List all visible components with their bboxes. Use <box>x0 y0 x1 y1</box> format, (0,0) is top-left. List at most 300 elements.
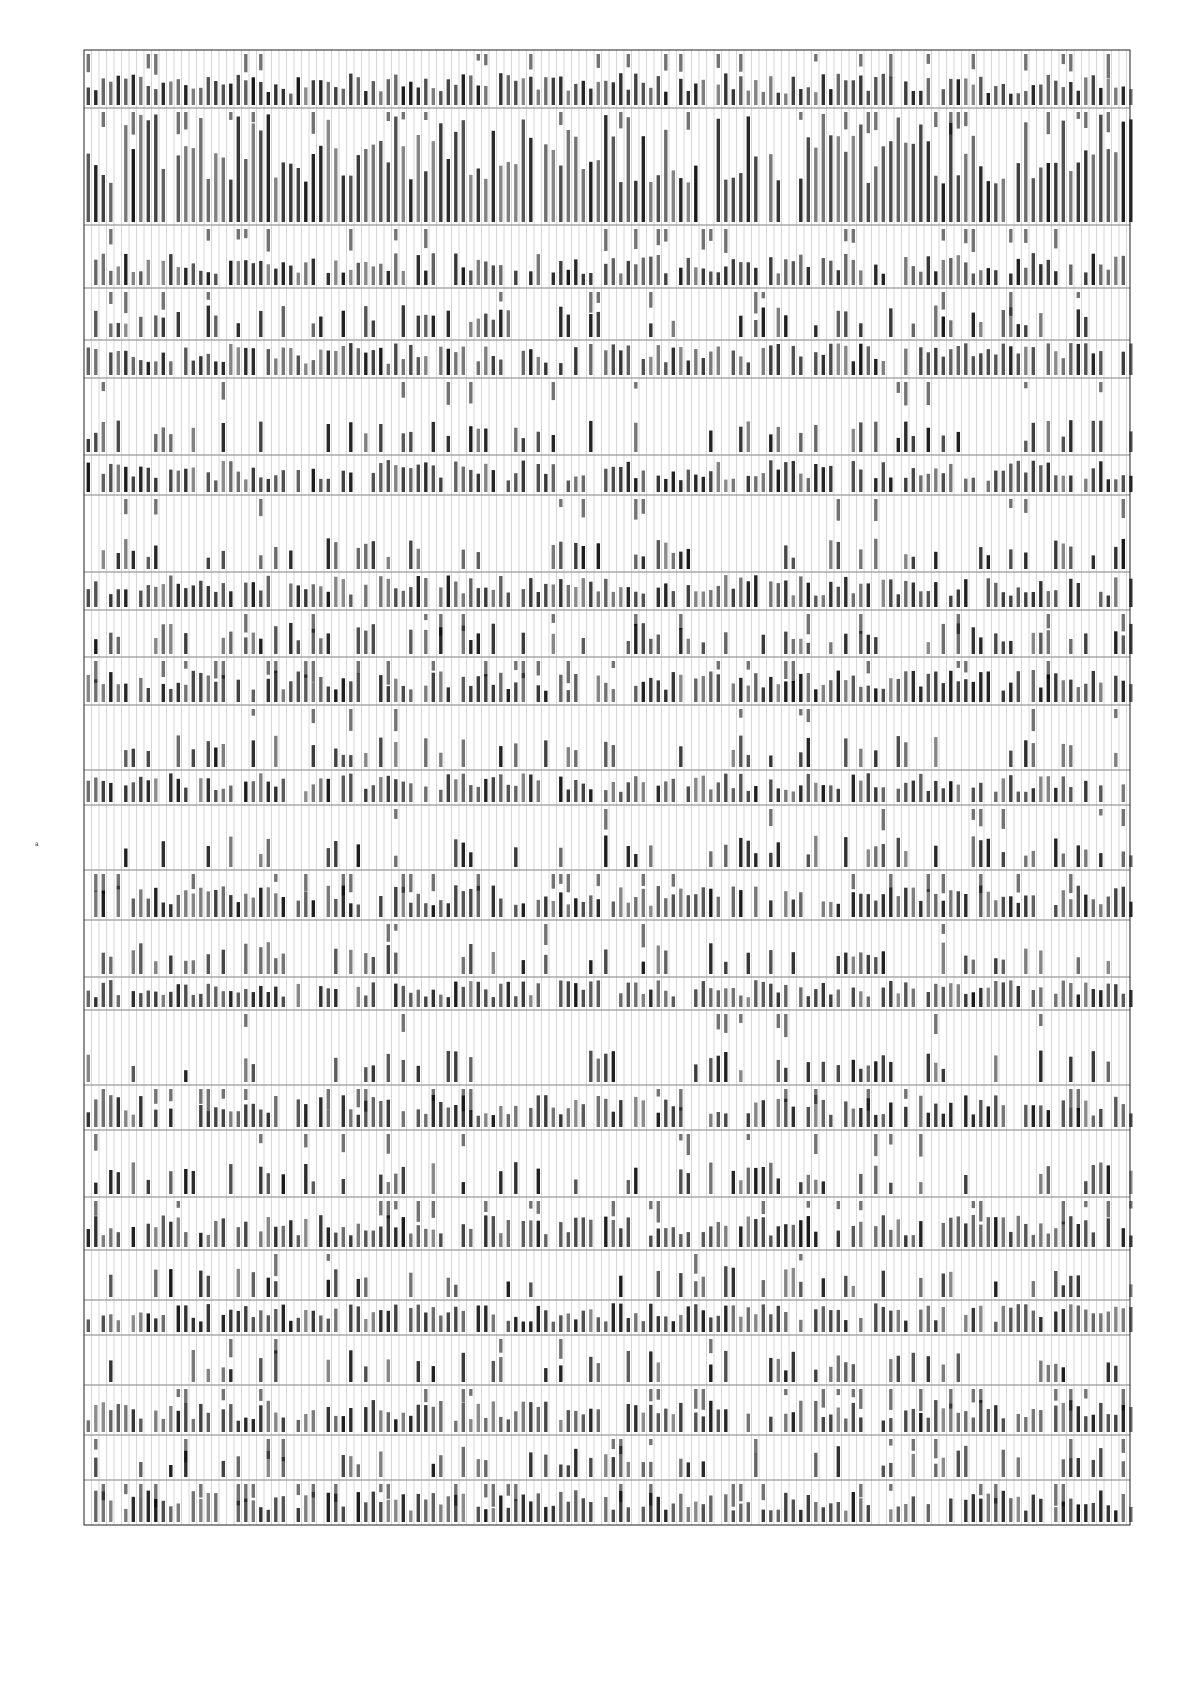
cell-text-mark <box>132 1162 135 1194</box>
cell-text-mark <box>807 1216 810 1247</box>
cell-text-mark <box>184 85 187 105</box>
cell-text-mark <box>672 1504 675 1523</box>
cell-text-mark <box>567 315 570 337</box>
cell-text-mark <box>1002 310 1005 337</box>
cell-text-mark <box>424 1405 427 1432</box>
cell-text-mark <box>664 362 667 375</box>
cell-text-mark <box>882 361 885 375</box>
cell-text-mark <box>477 54 480 61</box>
cell-text-mark <box>402 1060 405 1082</box>
cell-text-mark <box>1114 631 1117 654</box>
cell-text-mark <box>237 1456 240 1477</box>
cell-text-mark <box>402 591 405 607</box>
cell-text-mark <box>687 585 690 607</box>
cell-text-mark <box>1114 1307 1117 1332</box>
cell-text-mark <box>207 558 210 569</box>
cell-text-mark <box>372 1065 375 1082</box>
cell-text-mark <box>169 689 172 702</box>
cell-text-mark <box>177 984 180 1007</box>
cell-text-mark <box>147 688 150 702</box>
cell-text-mark <box>882 1215 885 1247</box>
cell-text-mark <box>469 1389 472 1396</box>
cell-text-mark <box>1017 259 1020 285</box>
cell-text-mark <box>102 953 105 974</box>
cell-text-mark <box>379 675 382 702</box>
cell-text-mark <box>327 988 330 1007</box>
cell-text-mark <box>372 1492 375 1522</box>
cell-text-mark <box>747 1414 750 1432</box>
cell-text-mark <box>379 91 382 105</box>
cell-text-mark <box>304 791 307 802</box>
cell-text-mark <box>957 1451 960 1477</box>
cell-text-mark <box>822 114 825 222</box>
cell-text-mark <box>499 1417 502 1432</box>
cell-text-mark <box>402 874 405 893</box>
cell-text-mark <box>1077 1406 1080 1432</box>
cell-text-mark <box>1009 751 1012 767</box>
cell-text-mark <box>334 989 337 1007</box>
cell-text-mark <box>897 789 900 802</box>
cell-text-mark <box>859 323 862 337</box>
cell-text-mark <box>807 996 810 1007</box>
cell-text-mark <box>1009 683 1012 702</box>
cell-text-mark <box>979 1400 982 1432</box>
cell-text-mark <box>469 944 472 974</box>
cell-text-mark <box>207 676 210 703</box>
cell-text-mark <box>739 262 742 285</box>
cell-text-mark <box>409 541 412 569</box>
cell-text-mark <box>1099 592 1102 607</box>
cell-text-mark <box>1032 633 1035 654</box>
cell-text-mark <box>477 86 480 106</box>
cell-text-mark <box>882 1271 885 1297</box>
cell-text-mark <box>694 1254 697 1274</box>
cell-text-mark <box>792 77 795 105</box>
cell-text-mark <box>649 678 652 702</box>
cell-text-mark <box>552 874 555 889</box>
cell-text-mark <box>664 583 667 607</box>
cell-text-mark <box>169 434 172 452</box>
cell-text-mark <box>1099 351 1102 375</box>
cell-text-mark <box>432 465 435 492</box>
cell-text-mark <box>987 481 990 492</box>
cell-text-mark <box>964 1500 967 1522</box>
cell-text-mark <box>559 307 562 337</box>
cell-text-mark <box>1054 351 1057 375</box>
cell-text-mark <box>837 1065 840 1082</box>
cell-text-mark <box>732 589 735 607</box>
cell-text-mark <box>522 903 525 917</box>
cell-text-mark <box>492 320 495 337</box>
cell-text-mark <box>799 357 802 376</box>
cell-text-mark <box>889 1062 892 1082</box>
cell-text-mark <box>1054 1484 1057 1506</box>
cell-text-mark <box>649 1462 652 1477</box>
cell-text-mark <box>814 596 817 607</box>
cell-text-mark <box>499 673 502 702</box>
cell-text-mark <box>417 576 420 607</box>
cell-text-mark <box>402 112 405 119</box>
cell-text-mark <box>942 1307 945 1332</box>
cell-text-mark <box>1009 896 1012 917</box>
cell-text-mark <box>229 786 232 803</box>
cell-text-mark <box>109 1275 112 1297</box>
cell-text-mark <box>694 84 697 106</box>
cell-text-mark <box>432 1201 435 1218</box>
cell-text-mark <box>192 148 195 222</box>
cell-text-mark <box>1069 1216 1072 1247</box>
cell-text-mark <box>334 1233 337 1247</box>
cell-text-mark <box>139 1313 142 1333</box>
cell-text-mark <box>754 476 757 492</box>
cell-text-mark <box>282 1418 285 1433</box>
cell-text-mark <box>627 346 630 376</box>
cell-text-mark <box>987 988 990 1007</box>
cell-text-mark <box>1039 465 1042 492</box>
cell-text-mark <box>904 888 907 917</box>
cell-text-mark <box>1077 292 1080 298</box>
cell-text-mark <box>267 264 270 285</box>
cell-text-mark <box>1032 895 1035 917</box>
cell-text-mark <box>334 899 337 917</box>
cell-text-mark <box>357 1279 360 1297</box>
cell-text-mark <box>619 887 622 917</box>
cell-text-mark <box>1077 886 1080 917</box>
cell-text-mark <box>477 552 480 569</box>
cell-text-mark <box>1039 1014 1042 1026</box>
cell-text-mark <box>469 981 472 1007</box>
cell-text-mark <box>514 271 517 285</box>
cell-text-mark <box>349 755 352 767</box>
cell-text-mark <box>177 471 180 492</box>
cell-text-mark <box>244 894 247 917</box>
cell-text-mark <box>409 1234 412 1248</box>
cell-text-mark <box>679 628 682 654</box>
cell-text-mark <box>649 1439 652 1445</box>
cell-text-mark <box>694 591 697 607</box>
cell-text-mark <box>844 254 847 285</box>
cell-text-mark <box>979 783 982 802</box>
cell-text-mark <box>124 1484 127 1494</box>
cell-text-mark <box>94 1491 97 1522</box>
cell-text-mark <box>942 292 945 310</box>
cell-text-mark <box>859 76 862 106</box>
cell-text-mark <box>267 679 270 702</box>
cell-text-mark <box>1084 895 1087 917</box>
cell-text-mark <box>687 182 690 222</box>
cell-text-mark <box>139 993 142 1007</box>
cell-text-mark <box>867 661 870 673</box>
cell-text-mark <box>327 848 330 867</box>
cell-text-mark <box>574 1319 577 1332</box>
cell-text-mark <box>754 80 757 105</box>
cell-text-mark <box>777 788 780 802</box>
cell-text-mark <box>769 900 772 917</box>
cell-text-mark <box>117 637 120 654</box>
cell-text-mark <box>882 844 885 867</box>
cell-text-mark <box>777 308 780 337</box>
cell-text-mark <box>522 351 525 375</box>
cell-text-mark <box>897 736 900 767</box>
cell-text-mark <box>237 993 240 1008</box>
cell-text-mark <box>619 1439 622 1454</box>
cell-text-mark <box>822 1278 825 1297</box>
cell-text-mark <box>942 357 945 375</box>
cell-text-mark <box>1092 1415 1095 1432</box>
cell-text-mark <box>799 1254 802 1260</box>
cell-text-mark <box>192 1318 195 1332</box>
cell-text-mark <box>342 1507 345 1522</box>
cell-text-mark <box>334 542 337 569</box>
cell-text-mark <box>717 586 720 607</box>
cell-text-mark <box>664 1409 667 1432</box>
cell-text-mark <box>117 553 120 569</box>
cell-text-mark <box>319 986 322 1007</box>
cell-text-mark <box>642 594 645 607</box>
cell-text-mark <box>349 709 352 731</box>
cell-text-mark <box>1054 1406 1057 1432</box>
cell-text-mark <box>1054 994 1057 1007</box>
cell-text-mark <box>267 92 270 105</box>
cell-text-mark <box>394 742 397 767</box>
cell-text-mark <box>327 1110 330 1127</box>
cell-text-mark <box>732 1268 735 1297</box>
cell-text-mark <box>162 318 165 337</box>
cell-text-mark <box>304 874 307 892</box>
cell-text-mark <box>814 1309 817 1332</box>
cell-text-mark <box>477 1507 480 1522</box>
cell-text-mark <box>792 1107 795 1127</box>
cell-text-mark <box>904 1107 907 1127</box>
cell-text-mark <box>799 1510 802 1522</box>
cell-text-mark <box>432 1307 435 1332</box>
cell-text-mark <box>754 268 757 285</box>
cell-text-mark <box>409 993 412 1007</box>
cell-text-mark <box>1069 1499 1072 1522</box>
cell-text-mark <box>304 262 307 285</box>
cell-text-mark <box>394 924 397 931</box>
cell-text-mark <box>972 788 975 802</box>
cell-text-mark <box>424 229 427 248</box>
cell-text-mark <box>949 123 952 222</box>
cell-text-mark <box>574 1411 577 1432</box>
cell-text-mark <box>124 1509 127 1522</box>
cell-text-mark <box>724 1409 727 1432</box>
cell-text-mark <box>184 1389 187 1404</box>
cell-text-mark <box>664 1228 667 1247</box>
cell-text-mark <box>1017 1457 1020 1477</box>
cell-text-mark <box>679 1459 682 1477</box>
cell-text-mark <box>904 783 907 802</box>
cell-text-mark <box>484 661 487 676</box>
cell-text-mark <box>702 269 705 286</box>
cell-text-mark <box>859 1069 862 1082</box>
cell-text-mark <box>162 661 165 677</box>
cell-text-mark <box>147 751 150 767</box>
cell-text-mark <box>792 792 795 803</box>
cell-text-mark <box>184 469 187 492</box>
cell-text-mark <box>972 54 975 69</box>
cell-text-mark <box>874 787 877 802</box>
cell-text-mark <box>447 349 450 375</box>
cell-text-mark <box>747 841 750 867</box>
cell-text-mark <box>349 422 352 452</box>
cell-text-mark <box>439 995 442 1007</box>
cell-text-mark <box>447 1108 450 1128</box>
cell-text-mark <box>702 1232 705 1247</box>
cell-text-mark <box>1024 122 1027 222</box>
cell-text-mark <box>492 1401 495 1432</box>
cell-text-mark <box>784 661 787 679</box>
cell-text-mark <box>859 991 862 1007</box>
cell-text-mark <box>192 960 195 974</box>
cell-text-mark <box>1069 1057 1072 1082</box>
cell-text-mark <box>612 1220 615 1247</box>
cell-text-mark <box>102 1100 105 1127</box>
cell-text-mark <box>424 1229 427 1247</box>
cell-text-mark <box>792 681 795 702</box>
cell-text-mark <box>477 429 480 452</box>
cell-text-mark <box>852 1364 855 1382</box>
cell-text-mark <box>604 81 607 105</box>
cell-text-mark <box>1084 1504 1087 1522</box>
cell-text-mark <box>207 586 210 607</box>
cell-text-mark <box>289 584 292 608</box>
cell-text-mark <box>694 989 697 1007</box>
cell-text-mark <box>162 353 165 375</box>
cell-text-mark <box>574 84 577 105</box>
cell-text-mark <box>642 782 645 802</box>
cell-text-mark <box>94 1216 97 1247</box>
cell-text-mark <box>964 994 967 1007</box>
cell-text-mark <box>1032 347 1035 375</box>
cell-text-mark <box>882 146 885 222</box>
cell-text-mark <box>364 1067 367 1082</box>
cell-text-mark <box>132 1115 135 1127</box>
cell-text-mark <box>169 576 172 608</box>
cell-text-mark <box>844 1362 847 1382</box>
cell-text-mark <box>229 1369 232 1382</box>
cell-text-mark <box>927 1054 930 1082</box>
cell-text-mark <box>589 981 592 1007</box>
cell-text-mark <box>169 1269 172 1297</box>
cell-text-mark <box>994 183 997 222</box>
cell-text-mark <box>784 681 787 702</box>
cell-text-mark <box>214 480 217 492</box>
cell-text-mark <box>529 1452 532 1477</box>
cell-text-mark <box>1002 471 1005 492</box>
cell-text-mark <box>604 742 607 767</box>
cell-text-mark <box>514 682 517 702</box>
cell-text-mark <box>1084 1220 1087 1247</box>
cell-text-mark <box>627 462 630 492</box>
cell-text-mark <box>222 423 225 452</box>
cell-text-mark <box>424 171 427 222</box>
cell-text-mark <box>604 683 607 702</box>
cell-text-mark <box>679 79 682 105</box>
cell-text-mark <box>769 677 772 702</box>
cell-text-mark <box>597 543 600 569</box>
cell-text-mark <box>672 591 675 607</box>
cell-text-mark <box>1039 1174 1042 1194</box>
cell-text-mark <box>109 1170 112 1194</box>
cell-text-mark <box>619 467 622 492</box>
cell-text-mark <box>394 1174 397 1194</box>
cell-text-mark <box>109 183 112 222</box>
cell-text-mark <box>739 356 742 375</box>
cell-text-mark <box>432 1366 435 1382</box>
cell-text-mark <box>574 587 577 607</box>
cell-text-mark <box>252 1064 255 1082</box>
cell-text-mark <box>537 1169 540 1194</box>
cell-text-mark <box>1062 981 1065 1007</box>
cell-text-mark <box>649 88 652 105</box>
cell-text-mark <box>874 1061 877 1082</box>
cell-text-mark <box>732 750 735 767</box>
cell-text-mark <box>679 1134 682 1140</box>
cell-text-mark <box>754 320 757 337</box>
cell-text-mark <box>964 479 967 492</box>
cell-text-mark <box>702 1310 705 1332</box>
cell-text-mark <box>102 1089 105 1100</box>
cell-text-mark <box>109 82 112 105</box>
cell-text-mark <box>957 891 960 917</box>
cell-text-mark <box>634 74 637 105</box>
cell-text-mark <box>649 182 652 222</box>
cell-text-mark <box>552 464 555 492</box>
cell-text-mark <box>132 357 135 375</box>
cell-text-mark <box>964 661 967 673</box>
cell-text-mark <box>214 682 217 702</box>
cell-text-mark <box>739 1070 742 1082</box>
cell-text-mark <box>147 557 150 569</box>
cell-text-mark <box>267 1113 270 1127</box>
cell-text-mark <box>957 785 960 802</box>
cell-text-mark <box>147 54 150 68</box>
cell-text-mark <box>514 847 517 867</box>
cell-text-mark <box>1069 1304 1072 1332</box>
cell-text-mark <box>657 229 660 245</box>
cell-text-mark <box>1092 468 1095 492</box>
cell-text-mark <box>694 349 697 375</box>
cell-text-mark <box>229 991 232 1007</box>
cell-text-mark <box>192 894 195 918</box>
cell-text-mark <box>612 689 615 702</box>
cell-text-mark <box>379 1101 382 1127</box>
cell-text-mark <box>919 591 922 607</box>
cell-text-mark <box>559 675 562 702</box>
cell-text-mark <box>769 345 772 375</box>
cell-text-mark <box>972 1494 975 1522</box>
cell-text-mark <box>844 311 847 337</box>
cell-text-mark <box>814 1453 817 1477</box>
cell-text-mark <box>387 1201 390 1218</box>
cell-text-mark <box>1092 1116 1095 1128</box>
cell-text-mark <box>222 789 225 802</box>
cell-text-mark <box>1122 1461 1125 1477</box>
cell-text-mark <box>552 901 555 917</box>
cell-text-mark <box>964 1095 967 1127</box>
cell-text-mark <box>409 345 412 375</box>
cell-text-mark <box>417 1361 420 1382</box>
cell-text-mark <box>87 781 90 802</box>
cell-text-mark <box>424 1114 427 1127</box>
cell-text-mark <box>132 899 135 918</box>
cell-text-mark <box>357 348 360 375</box>
cell-text-mark <box>1084 1201 1087 1207</box>
cell-text-mark <box>567 981 570 1007</box>
cell-text-mark <box>244 54 247 72</box>
